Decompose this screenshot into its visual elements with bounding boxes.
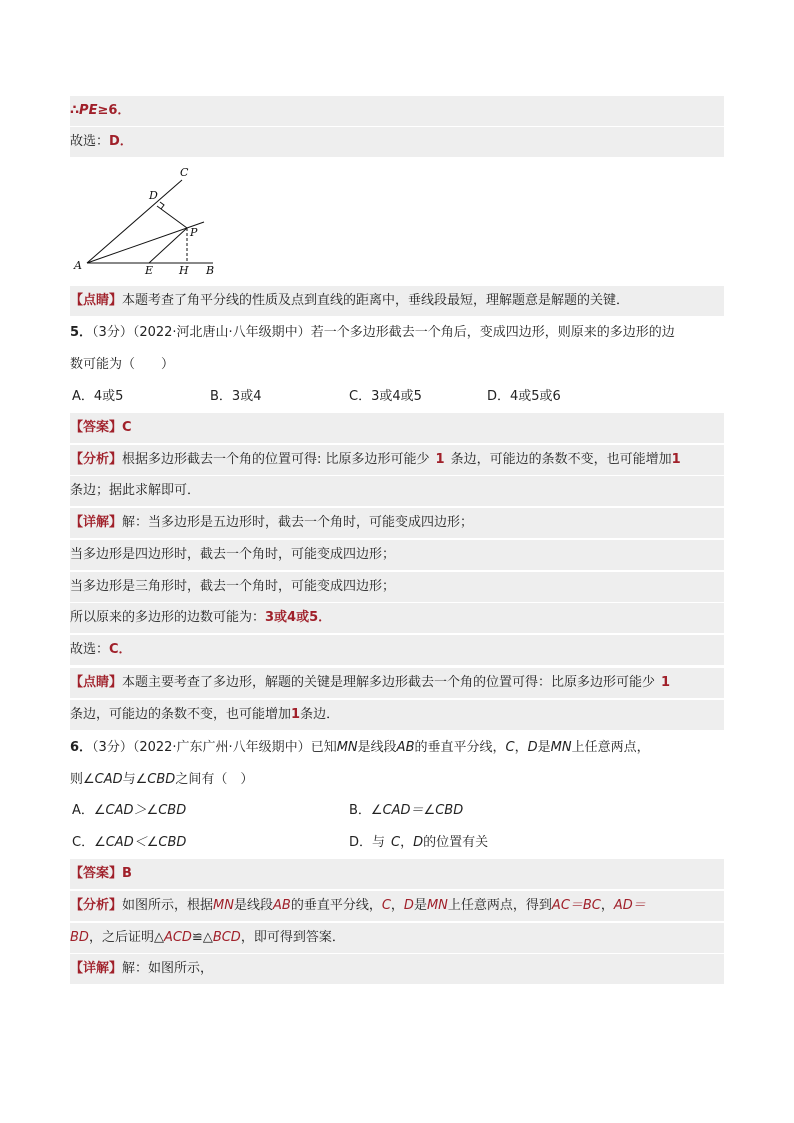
q6-option-d-post: 的位置有关: [423, 835, 489, 850]
detail-text-1: 解：当多边形是五边形时，截去一个角时，可能变成四边形；: [122, 515, 474, 530]
label-p: P: [190, 226, 198, 239]
choice-value: C．: [109, 642, 132, 657]
var-ab: AB: [273, 898, 291, 913]
q6-answer: [70, 859, 724, 889]
q6-line2-a: 则∠: [70, 772, 95, 787]
label-b: B: [206, 264, 215, 276]
q5-number: 5．: [70, 325, 93, 340]
q6-option-d-pre: 与: [372, 835, 386, 850]
analysis-text-a: 根据多边形截去一个角的位置可得: 比原多边形可能少: [122, 452, 430, 467]
q6-analysis-l1a: 如图所示，根据: [122, 898, 214, 913]
detail-tag: 【详解】: [70, 515, 123, 530]
q6-stem-b: 是线段: [357, 740, 397, 755]
q6-analysis-line1: [70, 891, 724, 921]
detail-result: 3或4或5．: [265, 610, 332, 625]
q5-stem-text-2: 数可能为（ ）: [70, 357, 175, 372]
label-e: E: [145, 264, 154, 276]
q6-option-c-label: C．: [72, 835, 95, 850]
analysis-text-c: 条边；据此求解即可．: [70, 483, 201, 498]
q6-line2-c: 之间有（ ）: [175, 772, 254, 787]
choice-label: 故选：: [70, 134, 110, 149]
q6-analysis-l1b: 是线段: [233, 898, 273, 913]
therefore-symbol: ∴: [70, 103, 80, 118]
q6-option-c: [72, 828, 186, 858]
comment-tag: 【点睛】: [70, 675, 123, 690]
q5-score: （3分）: [92, 325, 133, 340]
label-h: H: [179, 264, 189, 276]
q6-analysis-l1c: 的垂直平分线，: [290, 898, 382, 913]
q5-answer: [70, 413, 724, 443]
q5-analysis-line1: [70, 445, 724, 475]
q6-options-row1: [70, 796, 724, 826]
q6-option-d: [349, 828, 488, 858]
q6-analysis-l2b: ≌△: [191, 930, 213, 945]
q6-option-a-text: ∠CAD＞∠CBD: [93, 803, 187, 818]
answer-value: C: [122, 420, 132, 435]
analysis-num-2: 1: [671, 452, 681, 467]
var-cad: CAD: [94, 772, 123, 787]
q6-analysis-comma2: ，: [600, 898, 614, 913]
geometry-figure: [72, 166, 216, 276]
q6-comma: ，: [514, 740, 528, 755]
q6-number: 6．: [70, 740, 93, 755]
var-ad: AD＝: [613, 898, 646, 913]
q5-stem-line2: [70, 350, 724, 380]
q5-analysis-line2: [70, 476, 724, 506]
q5-stem-line1: [70, 318, 724, 348]
detail-text: 解：如图所示，: [122, 961, 214, 976]
q5-detail-line3: [70, 572, 724, 602]
q5-options: [70, 382, 724, 412]
q5-detail-line1: [70, 508, 724, 538]
var-c: C: [391, 835, 401, 850]
q5-stem-text: 若一个多边形截去一个角后，变成四边形，则原来的多边形的边: [310, 325, 675, 340]
label-a: A: [74, 259, 82, 272]
answer-value: B: [122, 866, 132, 881]
q6-analysis-l2a: ，之后证明△: [88, 930, 164, 945]
comment-text-a: 本题主要考查了多边形，解题的关键是理解多边形截去一个角的位置可得：比原多边形可能少: [122, 675, 656, 690]
q6-option-c-text: ∠CAD＜∠CBD: [94, 835, 187, 850]
answer-tag: 【答案】: [70, 420, 123, 435]
label-d: D: [149, 189, 158, 202]
q5-comment-line1: [70, 668, 724, 698]
detail-text-2: 当多边形是四边形时，截去一个角时，可能变成四边形；: [70, 547, 396, 562]
q6-option-d-label: D．: [349, 835, 373, 850]
q6-option-d-comma: ，: [400, 835, 414, 850]
var-d: D: [527, 740, 538, 755]
figure-background: [72, 166, 216, 276]
var-mn: MN: [336, 740, 358, 755]
q6-detail-line1: [70, 954, 724, 984]
var-d: D: [413, 835, 424, 850]
q6-analysis-l1e: 上任意两点，得到: [447, 898, 552, 913]
comment-num-2: 1: [291, 707, 301, 722]
choice-label: 故选：: [70, 642, 110, 657]
comment-text-b: 条边，可能边的条数不变，也可能增加: [70, 707, 292, 722]
var-d: D: [403, 898, 414, 913]
q6-analysis-l2c: ，即可得到答案．: [240, 930, 345, 945]
var-pe: PE: [79, 103, 98, 118]
q6-stem-d: 是: [537, 740, 551, 755]
q4-comment: [70, 286, 724, 316]
q6-option-a-label: A．: [72, 803, 94, 818]
q5-option-a: A．4或5: [72, 389, 124, 404]
detail-tag: 【详解】: [70, 961, 123, 976]
answer-tag: 【答案】: [70, 866, 123, 881]
conclusion-rest: ≥6．: [97, 103, 131, 118]
analysis-tag: 【分析】: [70, 898, 123, 913]
var-mn-2: MN: [550, 740, 572, 755]
q6-option-b: [349, 796, 463, 826]
q6-analysis-line2: [70, 923, 724, 953]
analysis-tag: 【分析】: [70, 452, 123, 467]
q6-analysis-comma: ，: [390, 898, 404, 913]
q6-analysis-l1d: 是: [413, 898, 427, 913]
var-mn-2: MN: [426, 898, 448, 913]
var-ab: AB: [396, 740, 415, 755]
comment-text: 本题考查了角平分线的性质及点到直线的距离中，垂线段最短，理解题意是解题的关键．: [122, 293, 630, 308]
q6-options-row2: [70, 828, 724, 858]
comment-num-1: 1: [661, 675, 671, 690]
q5-detail-line4: [70, 603, 724, 633]
q6-line2-b: 与∠: [122, 772, 148, 787]
q6-stem-a: 已知: [310, 740, 337, 755]
q6-stem-e: 上任意两点，: [571, 740, 650, 755]
q5-option-d: D．4或5或6: [487, 389, 561, 404]
var-cbd: CBD: [147, 772, 176, 787]
var-acd: ACD: [163, 930, 192, 945]
q5-source: （2022·河北唐山·八年级期中）: [132, 325, 311, 340]
var-c: C: [381, 898, 391, 913]
q6-stem-line1: [70, 733, 724, 763]
var-mn: MN: [213, 898, 234, 913]
q6-option-a: [72, 796, 186, 826]
q6-source: （2022·广东广州·八年级期中）: [132, 740, 311, 755]
var-bcd: BCD: [212, 930, 241, 945]
var-ac-bc: AC＝BC: [551, 898, 601, 913]
q5-option-b: B．3或4: [210, 389, 262, 404]
q6-score: （3分）: [92, 740, 133, 755]
q6-stem-c: 的垂直平分线，: [414, 740, 506, 755]
analysis-num-1: 1: [435, 452, 445, 467]
q4-choice-line: [70, 127, 724, 157]
comment-tag: 【点睛】: [70, 293, 123, 308]
q5-choice-line: [70, 635, 724, 665]
comment-text-c: 条边．: [300, 707, 340, 722]
q6-stem-line2: [70, 765, 724, 795]
q6-option-b-label: B．: [349, 803, 371, 818]
q5-detail-line2: [70, 540, 724, 570]
analysis-text-b: 条边，可能边的条数不变，也可能增加: [450, 452, 672, 467]
conclusion-line: [70, 96, 724, 126]
detail-text-4: 所以原来的多边形的边数可能为：: [70, 610, 266, 625]
q6-option-b-text: ∠CAD＝∠CBD: [370, 803, 464, 818]
detail-text-3: 当多边形是三角形时，截去一个角时，可能变成四边形；: [70, 579, 396, 594]
label-c: C: [180, 166, 189, 179]
choice-value: D．: [109, 134, 133, 149]
q5-option-c: C．3或4或5: [349, 389, 422, 404]
q5-comment-line2: [70, 700, 724, 730]
var-bd: BD: [70, 930, 89, 945]
var-c: C: [505, 740, 515, 755]
